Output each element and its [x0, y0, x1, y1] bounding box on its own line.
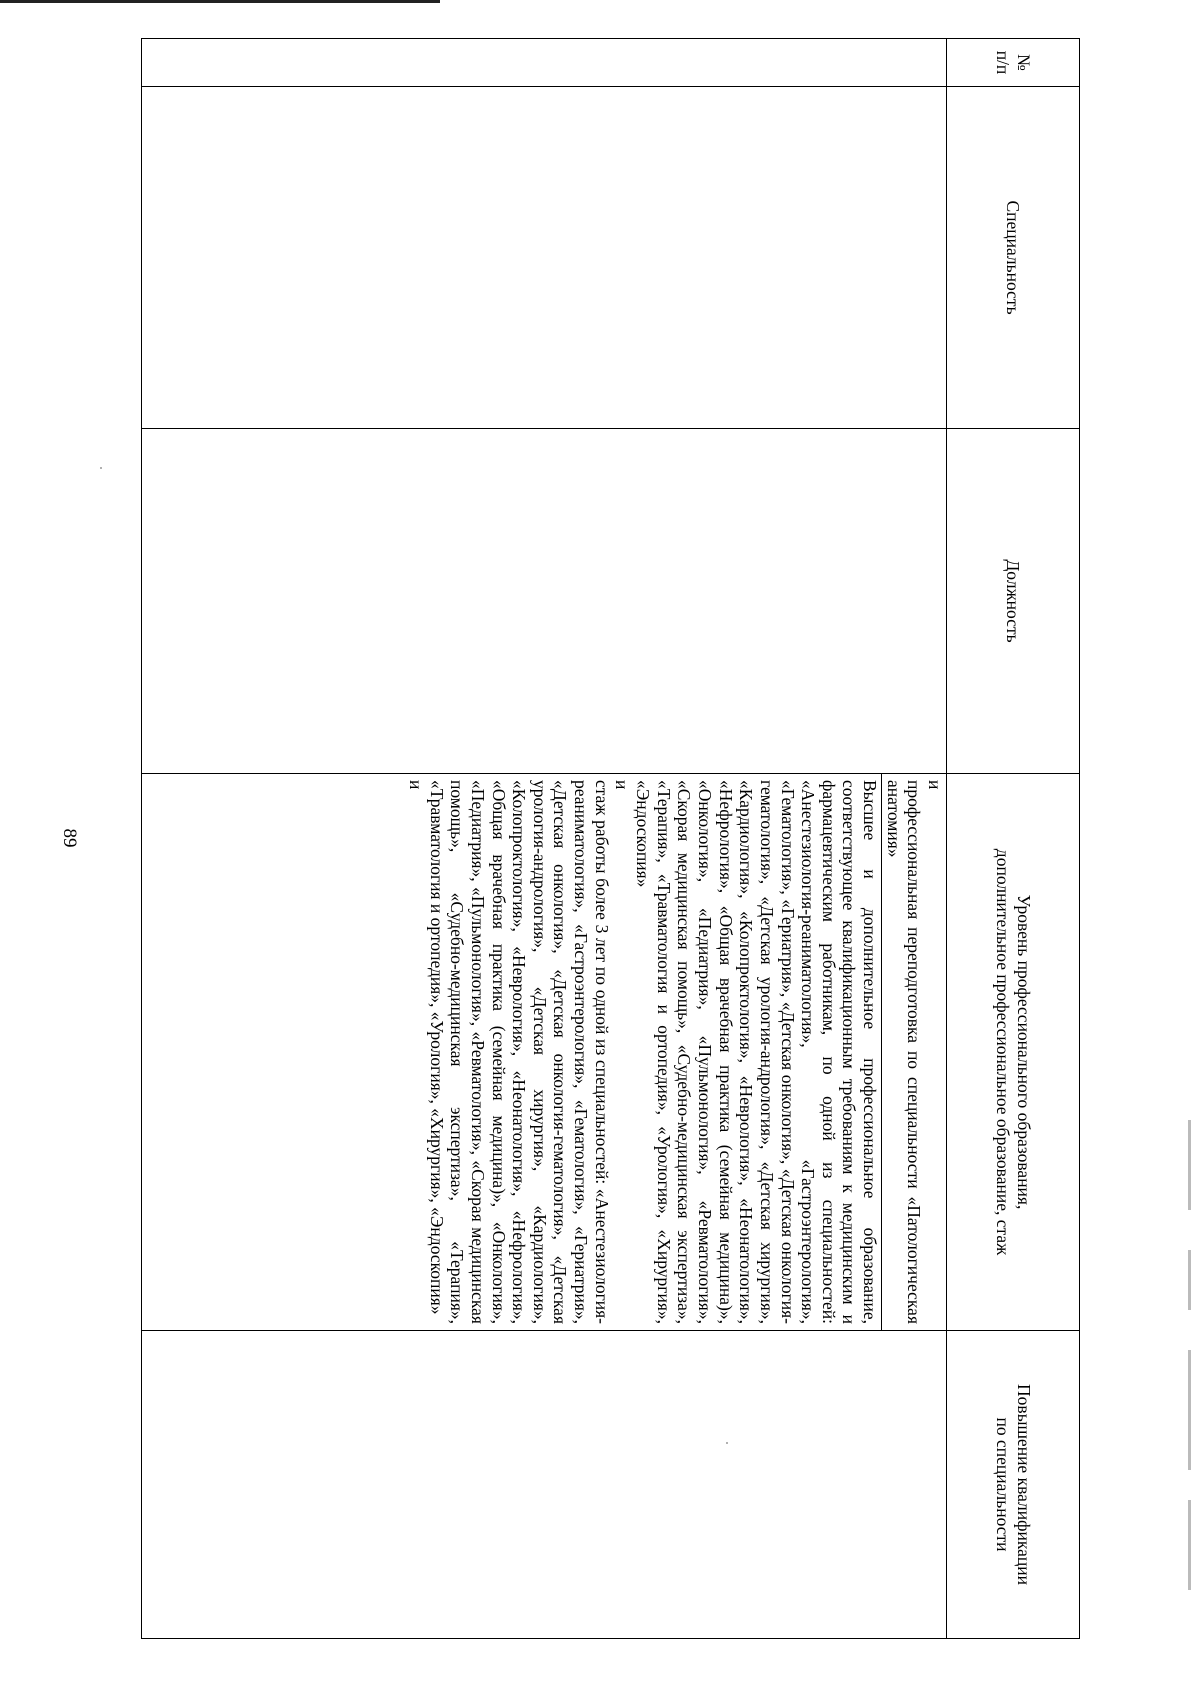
scan-edge-mark [1188, 1120, 1191, 1210]
header-number: № п/п [947, 39, 1080, 87]
cell-position [142, 429, 947, 774]
retraining-text: профессиональная переподготовка по специальности «Патологическая анатомия» [883, 780, 925, 1324]
header-position: Должность [947, 429, 1080, 774]
scan-top-rule [0, 0, 440, 3]
education-requirement-text: Высшее и дополнительное профессиональное образование, соответствующее квалификационным требованиям к медицинским и фармацевтическим работникам, по одной из специальностей: «Анестезиология-реаниматология», «Гастроэнтерология», «Гематология», «Гериатрия», «Детская онкология», «Детская онкология-гематология», «Детская урология-андрология», «Детская хирургия», «Кардиология», «Колопроктология», «Неврология», «Неонатология», «Нефрология», «Общая врачебная практика (семейная медицина)», «Онкология», «Педиатрия», «Пульмонология», «Ревматология», «Скорая медицинская помощь», «Судебно-медицинская экспертиза», «Терапия», «Травматология и ортопедия», «Урология», «Хирургия», «Эндоскопия» [633, 780, 881, 1324]
scan-edge-mark [1188, 1350, 1191, 1470]
education-block-retraining [882, 774, 946, 1330]
rotated-landscape-content [0, 38, 1080, 1638]
header-qualification: Повышение квалификации по специальности [947, 1331, 1080, 1639]
education-block-requirements [404, 774, 882, 1330]
table-row [142, 39, 947, 1639]
cell-education [142, 774, 947, 1331]
cell-number [142, 39, 947, 87]
header-specialty: Специальность [947, 87, 1080, 429]
scan-edge-mark [1188, 1250, 1191, 1310]
qualification-table [141, 38, 1080, 1639]
cell-qualification [142, 1331, 947, 1639]
header-education: Уровень профессионального образования, дополнительное профессиональное образование, стаж [947, 774, 1080, 1331]
work-experience-text: стаж работы более 3 лет по одной из специальностей: «Анестезиология-реаниматология», «Гастроэнтерология», «Гематология», «Гериатрия», «Детская онкология», «Детская онкология-гематология», «Детская урология-андрология», «Детская хирургия», «Кардиология», «Колопроктология», «Неврология», «Неонатология», «Нефрология», «Общая врачебная практика (семейная медицина)», «Онкология», «Педиатрия», «Пульмонология», «Ревматология», «Скорая медицинская помощь», «Судебно-медицинская экспертиза», «Терапия», «Травматология и ортопедия», «Урология», «Хирургия», «Эндоскопия» [426, 780, 612, 1324]
conjunction-text: и [612, 780, 633, 790]
conjunction-text: и [405, 780, 426, 790]
page-number: 89 [59, 828, 80, 848]
scan-edge-mark [1188, 1500, 1191, 1590]
table-header-row [947, 39, 1080, 1639]
cell-specialty [142, 87, 947, 429]
conjunction-text: и [925, 780, 945, 790]
